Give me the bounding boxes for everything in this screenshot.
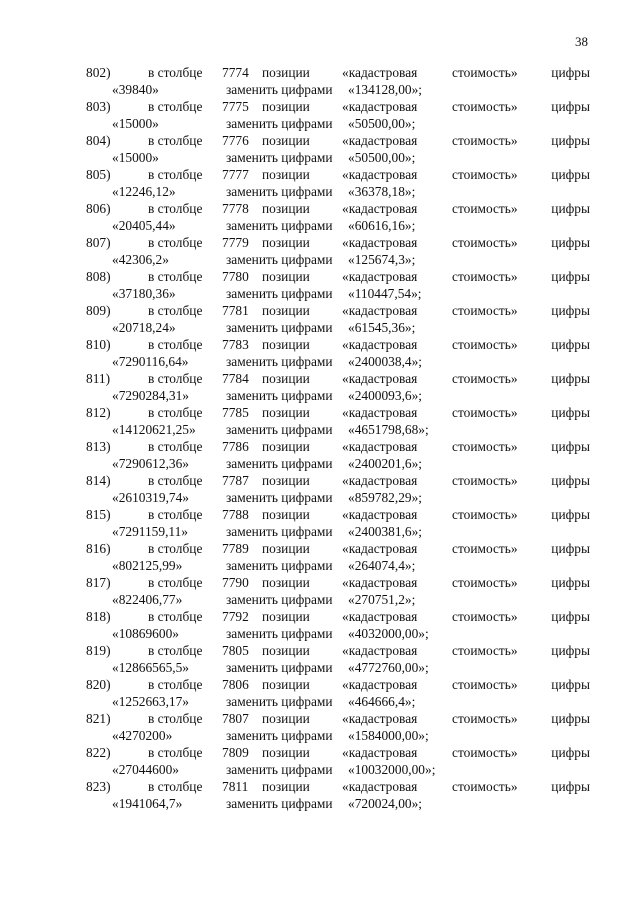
amendment-st: стоимость» <box>452 575 518 590</box>
amendment-kad: «кадастровая <box>342 235 418 250</box>
amendment-line-2 <box>86 81 592 98</box>
amendment-line-1 <box>86 540 592 557</box>
amendment-new: «4032000,00»; <box>348 626 429 641</box>
amendment-st: стоимость» <box>452 677 518 692</box>
amendment-cif: цифры <box>551 405 590 420</box>
amendment-st: стоимость» <box>452 65 518 80</box>
amendment-line-1 <box>86 132 592 149</box>
amendment-line-2 <box>86 455 592 472</box>
amendment-cif: цифры <box>551 541 590 556</box>
amendment-incol: в столбце <box>148 99 203 114</box>
amendment-kad: «кадастровая <box>342 609 418 624</box>
amendment-kad: «кадастровая <box>342 65 418 80</box>
amendment-item <box>86 200 592 234</box>
amendment-cif: цифры <box>551 337 590 352</box>
amendment-column: 7788 <box>222 507 249 522</box>
amendment-old: «4270200» <box>112 728 173 743</box>
amendment-incol: в столбце <box>148 507 203 522</box>
amendment-replace: заменить цифрами <box>226 660 333 675</box>
amendment-old: «20718,24» <box>112 320 176 335</box>
amendment-old: «822406,77» <box>112 592 183 607</box>
amendment-line-2 <box>86 557 592 574</box>
amendment-pos: позиции <box>262 65 310 80</box>
amendment-new: «61545,36»; <box>348 320 416 335</box>
amendment-incol: в столбце <box>148 167 203 182</box>
amendment-cif: цифры <box>551 371 590 386</box>
amendment-cif: цифры <box>551 133 590 148</box>
amendment-pos: позиции <box>262 269 310 284</box>
amendment-replace: заменить цифрами <box>226 150 333 165</box>
amendment-line-2 <box>86 149 592 166</box>
amendment-new: «1584000,00»; <box>348 728 429 743</box>
amendment-kad: «кадастровая <box>342 167 418 182</box>
amendment-line-2 <box>86 795 592 812</box>
amendment-kad: «кадастровая <box>342 269 418 284</box>
amendment-item <box>86 336 592 370</box>
amendment-pos: позиции <box>262 133 310 148</box>
amendment-item <box>86 540 592 574</box>
amendment-line-1 <box>86 336 592 353</box>
amendment-new: «264074,4»; <box>348 558 416 573</box>
amendment-replace: заменить цифрами <box>226 286 333 301</box>
amendment-st: стоимость» <box>452 167 518 182</box>
amendment-incol: в столбце <box>148 371 203 386</box>
amendment-line-2 <box>86 217 592 234</box>
amendment-cif: цифры <box>551 65 590 80</box>
amendment-line-2 <box>86 659 592 676</box>
amendment-old: «7291159,11» <box>112 524 189 539</box>
amendment-replace: заменить цифрами <box>226 490 333 505</box>
amendment-pos: позиции <box>262 473 310 488</box>
amendment-replace: заменить цифрами <box>226 456 333 471</box>
amendment-item <box>86 642 592 676</box>
amendment-new: «134128,00»; <box>348 82 423 97</box>
amendment-item <box>86 574 592 608</box>
amendment-column: 7781 <box>222 303 249 318</box>
amendment-new: «2400381,6»; <box>348 524 423 539</box>
amendment-item <box>86 98 592 132</box>
amendment-item <box>86 404 592 438</box>
amendment-line-2 <box>86 319 592 336</box>
amendment-num: 815) <box>86 507 111 522</box>
amendment-num: 811) <box>86 371 111 386</box>
amendment-st: стоимость» <box>452 371 518 386</box>
amendment-cif: цифры <box>551 677 590 692</box>
amendment-cif: цифры <box>551 711 590 726</box>
amendment-column: 7786 <box>222 439 249 454</box>
amendment-item <box>86 472 592 506</box>
amendment-cif: цифры <box>551 745 590 760</box>
amendment-num: 805) <box>86 167 111 182</box>
amendment-column: 7785 <box>222 405 249 420</box>
amendment-line-1 <box>86 438 592 455</box>
amendment-kad: «кадастровая <box>342 643 418 658</box>
amendment-column: 7780 <box>222 269 249 284</box>
amendment-item <box>86 438 592 472</box>
amendment-incol: в столбце <box>148 235 203 250</box>
amendment-incol: в столбце <box>148 779 203 794</box>
amendment-line-1 <box>86 166 592 183</box>
amendment-replace: заменить цифрами <box>226 218 333 233</box>
amendment-new: «10032000,00»; <box>348 762 436 777</box>
amendment-st: стоимость» <box>452 405 518 420</box>
amendment-item <box>86 744 592 778</box>
amendment-replace: заменить цифрами <box>226 558 333 573</box>
amendment-line-1 <box>86 642 592 659</box>
amendment-replace: заменить цифрами <box>226 354 333 369</box>
amendment-replace: заменить цифрами <box>226 116 333 131</box>
amendment-cif: цифры <box>551 235 590 250</box>
amendment-line-1 <box>86 234 592 251</box>
amendment-new: «270751,2»; <box>348 592 416 607</box>
amendment-column: 7811 <box>222 779 249 794</box>
amendment-line-1 <box>86 302 592 319</box>
amendment-pos: позиции <box>262 303 310 318</box>
amendment-st: стоимость» <box>452 473 518 488</box>
amendment-replace: заменить цифрами <box>226 82 333 97</box>
amendment-incol: в столбце <box>148 711 203 726</box>
amendment-num: 808) <box>86 269 111 284</box>
amendment-column: 7792 <box>222 609 249 624</box>
amendment-incol: в столбце <box>148 405 203 420</box>
amendment-column: 7784 <box>222 371 249 386</box>
amendment-column: 7789 <box>222 541 249 556</box>
amendment-replace: заменить цифрами <box>226 762 333 777</box>
amendment-incol: в столбце <box>148 473 203 488</box>
amendment-line-1 <box>86 268 592 285</box>
amendment-cif: цифры <box>551 643 590 658</box>
amendment-old: «20405,44» <box>112 218 176 233</box>
amendment-kad: «кадастровая <box>342 711 418 726</box>
amendment-old: «12866565,5» <box>112 660 189 675</box>
amendment-column: 7777 <box>222 167 249 182</box>
amendment-st: стоимость» <box>452 303 518 318</box>
amendment-old: «39840» <box>112 82 159 97</box>
amendment-num: 802) <box>86 65 111 80</box>
amendment-num: 803) <box>86 99 111 114</box>
amendment-old: «10869600» <box>112 626 179 641</box>
amendment-line-1 <box>86 404 592 421</box>
amendment-st: стоимость» <box>452 269 518 284</box>
amendment-replace: заменить цифрами <box>226 626 333 641</box>
amendment-pos: позиции <box>262 439 310 454</box>
amendment-cif: цифры <box>551 575 590 590</box>
amendment-replace: заменить цифрами <box>226 796 333 811</box>
amendment-pos: позиции <box>262 337 310 352</box>
amendment-line-1 <box>86 744 592 761</box>
amendment-replace: заменить цифрами <box>226 252 333 267</box>
amendment-line-2 <box>86 693 592 710</box>
amendment-num: 820) <box>86 677 111 692</box>
amendment-new: «720024,00»; <box>348 796 423 811</box>
amendment-line-1 <box>86 778 592 795</box>
amendment-incol: в столбце <box>148 65 203 80</box>
amendment-kad: «кадастровая <box>342 507 418 522</box>
amendment-old: «15000» <box>112 150 159 165</box>
amendment-replace: заменить цифрами <box>226 524 333 539</box>
amendment-st: стоимость» <box>452 133 518 148</box>
amendment-kad: «кадастровая <box>342 541 418 556</box>
amendment-line-1 <box>86 676 592 693</box>
amendment-st: стоимость» <box>452 507 518 522</box>
amendment-kad: «кадастровая <box>342 575 418 590</box>
amendment-pos: позиции <box>262 575 310 590</box>
amendment-new: «2400093,6»; <box>348 388 423 403</box>
amendment-incol: в столбце <box>148 269 203 284</box>
amendment-num: 823) <box>86 779 111 794</box>
amendment-incol: в столбце <box>148 133 203 148</box>
amendment-pos: позиции <box>262 201 310 216</box>
amendment-st: стоимость» <box>452 779 518 794</box>
amendment-cif: цифры <box>551 609 590 624</box>
amendment-item <box>86 302 592 336</box>
amendment-num: 818) <box>86 609 111 624</box>
amendment-line-2 <box>86 285 592 302</box>
amendment-pos: позиции <box>262 541 310 556</box>
amendment-replace: заменить цифрами <box>226 388 333 403</box>
amendment-list <box>86 64 592 812</box>
amendment-column: 7778 <box>222 201 249 216</box>
amendment-item <box>86 608 592 642</box>
amendment-line-2 <box>86 183 592 200</box>
amendment-incol: в столбце <box>148 303 203 318</box>
amendment-kad: «кадастровая <box>342 779 418 794</box>
amendment-old: «37180,36» <box>112 286 176 301</box>
amendment-line-1 <box>86 64 592 81</box>
amendment-line-2 <box>86 523 592 540</box>
amendment-line-2 <box>86 727 592 744</box>
amendment-incol: в столбце <box>148 575 203 590</box>
amendment-kad: «кадастровая <box>342 677 418 692</box>
amendment-line-2 <box>86 353 592 370</box>
amendment-pos: позиции <box>262 405 310 420</box>
amendment-item <box>86 166 592 200</box>
amendment-incol: в столбце <box>148 201 203 216</box>
amendment-cif: цифры <box>551 269 590 284</box>
amendment-old: «7290284,31» <box>112 388 189 403</box>
amendment-pos: позиции <box>262 779 310 794</box>
amendment-pos: позиции <box>262 677 310 692</box>
amendment-old: «802125,99» <box>112 558 183 573</box>
amendment-replace: заменить цифрами <box>226 694 333 709</box>
amendment-line-1 <box>86 710 592 727</box>
amendment-replace: заменить цифрами <box>226 184 333 199</box>
amendment-kad: «кадастровая <box>342 405 418 420</box>
amendment-line-1 <box>86 200 592 217</box>
amendment-st: стоимость» <box>452 201 518 216</box>
amendment-line-1 <box>86 472 592 489</box>
amendment-pos: позиции <box>262 711 310 726</box>
amendment-pos: позиции <box>262 507 310 522</box>
amendment-item <box>86 778 592 812</box>
amendment-cif: цифры <box>551 473 590 488</box>
amendment-old: «1252663,17» <box>112 694 189 709</box>
amendment-cif: цифры <box>551 201 590 216</box>
amendment-line-1 <box>86 370 592 387</box>
amendment-column: 7787 <box>222 473 249 488</box>
amendment-new: «2400201,6»; <box>348 456 423 471</box>
amendment-item <box>86 370 592 404</box>
amendment-old: «27044600» <box>112 762 179 777</box>
amendment-old: «7290116,64» <box>112 354 189 369</box>
amendment-kad: «кадастровая <box>342 371 418 386</box>
amendment-column: 7790 <box>222 575 249 590</box>
amendment-num: 817) <box>86 575 111 590</box>
amendment-column: 7807 <box>222 711 249 726</box>
amendment-new: «50500,00»; <box>348 150 416 165</box>
amendment-replace: заменить цифрами <box>226 728 333 743</box>
amendment-num: 809) <box>86 303 111 318</box>
amendment-line-2 <box>86 591 592 608</box>
amendment-line-2 <box>86 761 592 778</box>
amendment-column: 7774 <box>222 65 249 80</box>
amendment-line-2 <box>86 251 592 268</box>
amendment-old: «1941064,7» <box>112 796 183 811</box>
amendment-old: «7290612,36» <box>112 456 189 471</box>
amendment-item <box>86 268 592 302</box>
amendment-incol: в столбце <box>148 643 203 658</box>
amendment-incol: в столбце <box>148 609 203 624</box>
amendment-num: 819) <box>86 643 111 658</box>
amendment-new: «4772760,00»; <box>348 660 429 675</box>
amendment-replace: заменить цифрами <box>226 592 333 607</box>
amendment-column: 7809 <box>222 745 249 760</box>
amendment-new: «859782,29»; <box>348 490 423 505</box>
amendment-incol: в столбце <box>148 541 203 556</box>
amendment-kad: «кадастровая <box>342 473 418 488</box>
amendment-st: стоимость» <box>452 643 518 658</box>
amendment-kad: «кадастровая <box>342 337 418 352</box>
amendment-column: 7783 <box>222 337 249 352</box>
amendment-pos: позиции <box>262 235 310 250</box>
amendment-num: 813) <box>86 439 111 454</box>
amendment-num: 812) <box>86 405 111 420</box>
amendment-new: «2400038,4»; <box>348 354 423 369</box>
amendment-column: 7776 <box>222 133 249 148</box>
amendment-incol: в столбце <box>148 677 203 692</box>
amendment-kad: «кадастровая <box>342 303 418 318</box>
amendment-kad: «кадастровая <box>342 133 418 148</box>
amendment-cif: цифры <box>551 507 590 522</box>
amendment-line-1 <box>86 574 592 591</box>
amendment-st: стоимость» <box>452 711 518 726</box>
amendment-line-2 <box>86 489 592 506</box>
amendment-pos: позиции <box>262 371 310 386</box>
amendment-st: стоимость» <box>452 337 518 352</box>
amendment-old: «42306,2» <box>112 252 169 267</box>
amendment-num: 821) <box>86 711 111 726</box>
amendment-new: «125674,3»; <box>348 252 416 267</box>
amendment-item <box>86 64 592 98</box>
amendment-replace: заменить цифрами <box>226 320 333 335</box>
amendment-incol: в столбце <box>148 439 203 454</box>
amendment-new: «50500,00»; <box>348 116 416 131</box>
amendment-line-1 <box>86 506 592 523</box>
amendment-line-1 <box>86 608 592 625</box>
amendment-column: 7779 <box>222 235 249 250</box>
amendment-column: 7806 <box>222 677 249 692</box>
amendment-column: 7805 <box>222 643 249 658</box>
amendment-kad: «кадастровая <box>342 99 418 114</box>
amendment-new: «60616,16»; <box>348 218 416 233</box>
amendment-line-2 <box>86 387 592 404</box>
amendment-kad: «кадастровая <box>342 745 418 760</box>
amendment-pos: позиции <box>262 643 310 658</box>
amendment-item <box>86 710 592 744</box>
amendment-new: «4651798,68»; <box>348 422 429 437</box>
amendment-st: стоимость» <box>452 99 518 114</box>
amendment-pos: позиции <box>262 609 310 624</box>
amendment-line-2 <box>86 625 592 642</box>
amendment-old: «12246,12» <box>112 184 176 199</box>
amendment-st: стоимость» <box>452 609 518 624</box>
amendment-old: «2610319,74» <box>112 490 189 505</box>
amendment-cif: цифры <box>551 167 590 182</box>
amendment-cif: цифры <box>551 439 590 454</box>
amendment-kad: «кадастровая <box>342 439 418 454</box>
amendment-line-2 <box>86 421 592 438</box>
amendment-line-1 <box>86 98 592 115</box>
amendment-old: «15000» <box>112 116 159 131</box>
amendment-item <box>86 132 592 166</box>
amendment-kad: «кадастровая <box>342 201 418 216</box>
amendment-incol: в столбце <box>148 337 203 352</box>
amendment-old: «14120621,25» <box>112 422 196 437</box>
amendment-item <box>86 234 592 268</box>
amendment-st: стоимость» <box>452 439 518 454</box>
page-number: 38 <box>575 34 588 49</box>
amendment-column: 7775 <box>222 99 249 114</box>
amendment-num: 810) <box>86 337 111 352</box>
amendment-pos: позиции <box>262 99 310 114</box>
amendment-num: 822) <box>86 745 111 760</box>
amendment-replace: заменить цифрами <box>226 422 333 437</box>
amendment-new: «464666,4»; <box>348 694 416 709</box>
amendment-pos: позиции <box>262 745 310 760</box>
amendment-item <box>86 506 592 540</box>
amendment-st: стоимость» <box>452 541 518 556</box>
amendment-incol: в столбце <box>148 745 203 760</box>
amendment-st: стоимость» <box>452 235 518 250</box>
amendment-cif: цифры <box>551 303 590 318</box>
amendment-pos: позиции <box>262 167 310 182</box>
amendment-num: 816) <box>86 541 111 556</box>
amendment-new: «36378,18»; <box>348 184 416 199</box>
amendment-cif: цифры <box>551 779 590 794</box>
amendment-num: 806) <box>86 201 111 216</box>
amendment-num: 807) <box>86 235 111 250</box>
amendment-num: 804) <box>86 133 111 148</box>
amendment-cif: цифры <box>551 99 590 114</box>
amendment-line-2 <box>86 115 592 132</box>
amendment-st: стоимость» <box>452 745 518 760</box>
amendment-num: 814) <box>86 473 111 488</box>
amendment-new: «110447,54»; <box>348 286 422 301</box>
amendment-item <box>86 676 592 710</box>
